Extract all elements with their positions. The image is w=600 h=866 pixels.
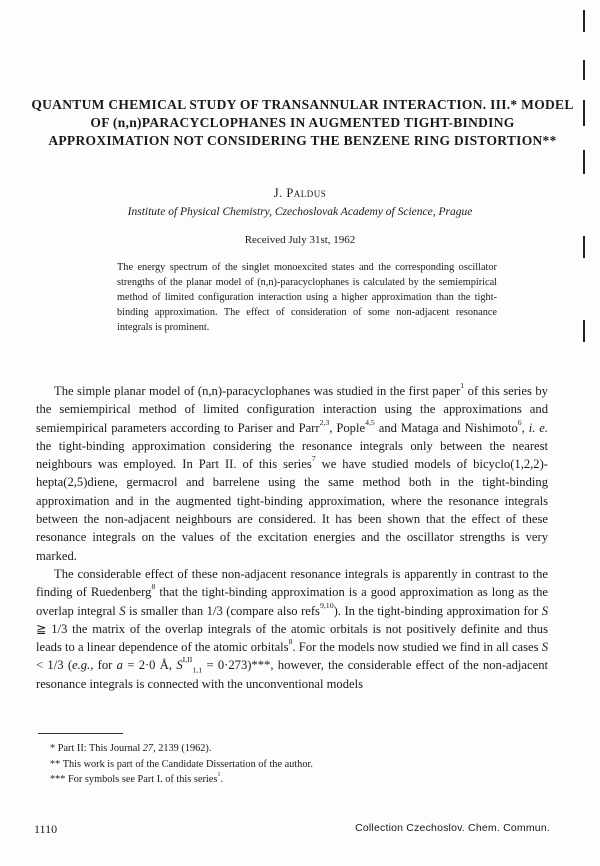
citation-ref: 8: [151, 582, 156, 592]
citation-ref: 4,5: [365, 417, 375, 427]
paragraph-1: The simple planar model of (n,n)-paracyclophanes was studied in the first paper$^1$ of this series by the semiempirical method of limited configuration interaction using the approximations and semiempirical parameters according to Pariser and Parr$^{2,3}$, Pople$^{4,5}$ and Mataga and Nishimoto$^6$, i. e. the tight-binding approximation considering the resonance integrals only between the nearest neighbours was employed. In Part II. of this series$^7$ we have studied models of bicyclo(1,2,2)-hepta(2,5)diene, germacrol and barrelene using the same method both in the tight-binding approximation and in the augmented tight-binding approximation, where the resonance integrals between the non-adjacent neighbours are considered. It has been shown that the effect of these resonance integrals on the values of the excitation energies and the oscillator strengths is very marked.: [36, 381, 549, 563]
fraction: 1/3: [47, 658, 64, 673]
citation-ref: 9,10: [319, 600, 334, 610]
citation-ref: 7: [311, 454, 316, 464]
footnote-rule: [38, 733, 123, 734]
page-number: 1110: [34, 822, 58, 836]
scan-edge-mark: [583, 10, 585, 32]
fraction: 1/3: [206, 603, 223, 618]
paragraph-2: The considerable effect of these non-adjacent resonance integrals is apparently in contrast to the finding of Ruedenberg$^8$ that the tight-binding approximation is a good approximation as long as the overlap integral S is smaller than 1/3 (compare also refs$^{9,10}$). In the tight-binding approximation for S ≧ 1/3 the matrix of the overlap integrals of the atomic orbitals is not positively definite and thus leads to a linear dependence of the atomic orbitals$^8$. For the models now studied we find in all cases S < 1/3 (e.g., for a = 2·0 Å, $S^{I,II}_{1,1} = 0\cdot 273)***$, however, the considerable effect of the non-adjacent resonance integrals is connected with the unconventional models: [36, 566, 548, 691]
scan-edge-mark: [583, 60, 585, 80]
citation-ref: 8: [288, 637, 293, 647]
scan-edge-mark: [583, 100, 585, 126]
footnote-1: * Part II: This Journal 27, 2139 (1962).: [50, 743, 212, 754]
author-name: [0, 186, 600, 201]
fraction: 1/3: [51, 621, 68, 636]
footnote-3: *** For symbols see Part I. of this series$^1$.: [50, 771, 224, 785]
author-text: J. Paldus: [273, 186, 327, 200]
author-affiliation: Institute of Physical Chemistry, Czechoslovak Academy of Science, Prague: [127, 206, 473, 218]
received-date: Received July 31st, 1962: [244, 234, 356, 246]
scan-edge-mark: [583, 150, 585, 174]
citation-ref: 6: [517, 417, 522, 427]
journal-footer: Collection Czechoslov. Chem. Commun.: [355, 822, 550, 834]
abstract: The energy spectrum of the singlet monoexcited states and the corresponding oscillator strengths of the planar model of (n,n)-paracyclophanes is calculated by the semiempirical method of limited configuration interaction using a higher approximation than the tight-binding approximation. The effect of consideration of some non-adjacent resonance integrals is prominent.: [117, 262, 497, 333]
citation-ref: 2,3: [319, 417, 330, 427]
footnotes: [50, 741, 530, 788]
citation-ref: 1: [460, 381, 465, 390]
scan-edge-mark: [583, 320, 585, 342]
body-text: [36, 382, 548, 693]
footnote-2: ** This work is part of the Candidate Dissertation of the author.: [50, 758, 313, 770]
article-title: QUANTUM CHEMICAL STUDY OF TRANSANNULAR INTERACTION. III.* MODEL OF (n,n)PARACYCLOPHANES IN AUGMENTED TIGHT-BINDING APPROXIMATION NOT CONSIDERING THE BENZENE RING DISTORTION**: [31, 97, 574, 148]
